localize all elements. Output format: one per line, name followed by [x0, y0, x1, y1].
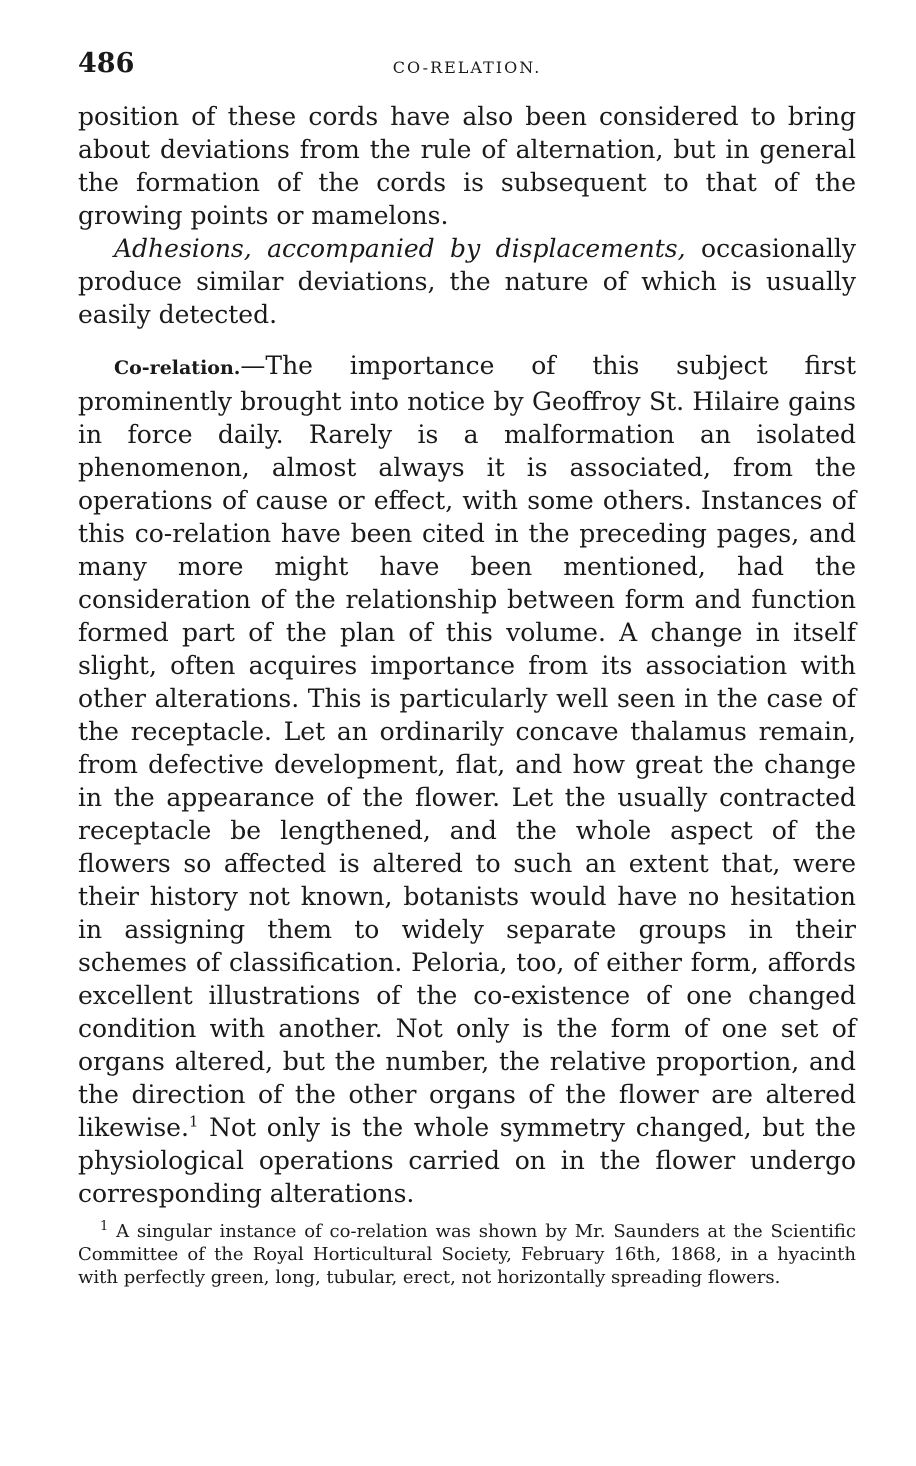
footnote-reference: 1 — [188, 1112, 199, 1131]
footnote-marker: 1 — [100, 1219, 109, 1234]
adhesions-emphasis: Adhesions, accompanied by displacements, — [114, 234, 686, 263]
footnote-text: A singular instance of co-relation was shown by Mr. Saunders at the Scientific Committee of the Royal Horticultural Society, February 16th, 1868, in a hyacinth with perfectly green, long, tubular, erect, not horizontally spreading flowers. — [78, 1221, 856, 1288]
running-title: CO-RELATION. — [392, 58, 542, 77]
body-text — [78, 100, 856, 1210]
corelation-heading: Co-relation. — [114, 357, 241, 379]
paragraph-continuation — [78, 100, 856, 232]
page-number: 486 — [78, 48, 135, 79]
adhesions-text: occasionally produce similar deviations, the nature of which is usually easily detected. — [78, 234, 856, 329]
book-page — [78, 48, 856, 1289]
paragraph-continuation-text: position of these cords have also been considered to bring about deviations from the rule of alternation, but in general the formation of the cords is subsequent to that of the growing points or mamelons. — [78, 102, 856, 230]
corelation-text-2: Not only is the whole symmetry changed, but the physiological operations carried on in the flower undergo corresponding alterations. — [78, 1113, 856, 1208]
corelation-text-1: —The importance of this subject first prominently brought into notice by Geoffroy St. Hilaire gains in force daily. Rarely is a malformation an isolated phenomenon, almost always it is associated, from the operations of cause or effect, with some others. Instances of this co-relation have been cited in the preceding pages, and many more might have been mentioned, had the consideration of the relationship between form and function formed part of the plan of this volume. A change in itself slight, often acquires importance from its association with other alterations. This is particularly well seen in the case of the receptacle. Let an ordinarily concave thalamus remain, from defective development, flat, and how great the change in the appearance of the flower. Let the usually contracted receptacle be lengthened, and the whole aspect of the flowers so affected is altered to such an extent that, were their history not known, botanists would have no hesitation in assigning them to widely separate groups in their schemes of classification. Peloria, too, of either form, affords excellent illustrations of the co-existence of one changed condition with another. Not only is the form of one set of organs altered, but the number, the relative proportion, and the direction of the other organs of the flower are altered likewise. — [78, 351, 856, 1142]
paragraph-corelation — [78, 349, 856, 1210]
footnote — [78, 1220, 856, 1289]
running-head — [78, 48, 856, 88]
paragraph-adhesions — [78, 232, 856, 331]
